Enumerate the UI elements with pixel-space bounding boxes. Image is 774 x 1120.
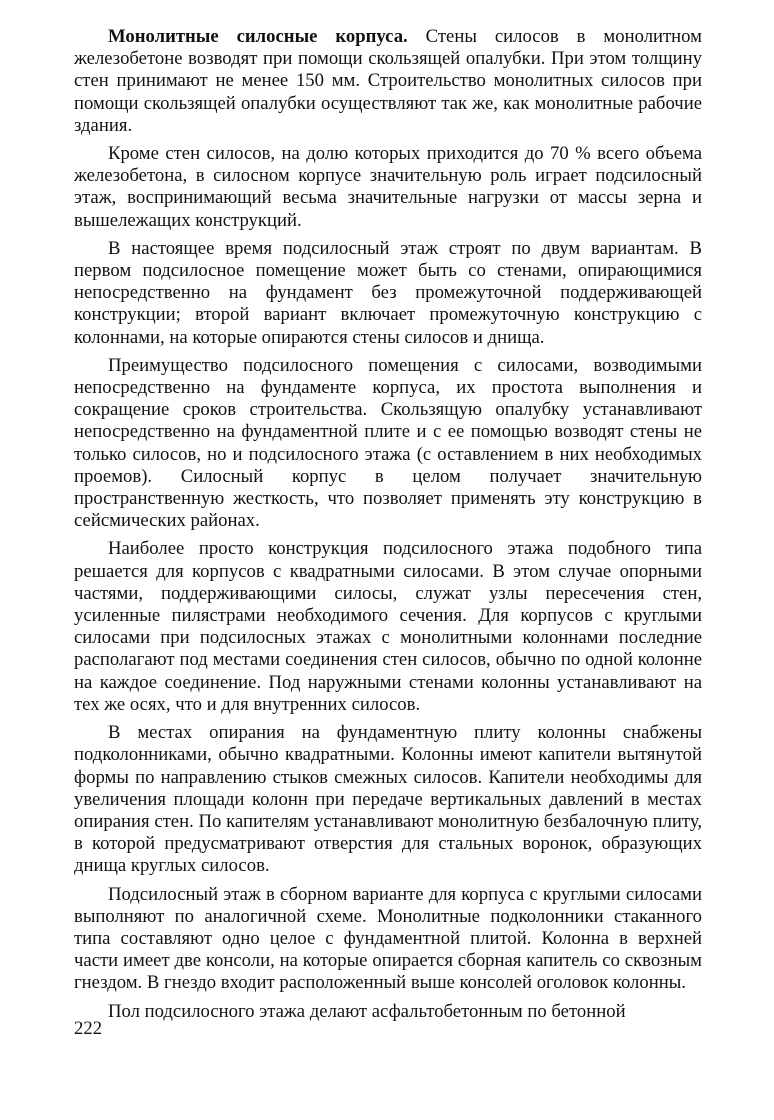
paragraph-1	[74, 26, 702, 137]
paragraph-3: В настоящее время подсилосный этаж строят по двум вариантам. В первом подсилосное помещение может быть со стенами, опирающимися непосредственно на фундамент без промежуточной поддерживающей конструкции; второй вариант включает промежуточную конструкцию с колоннами, на которые опираются стены силосов и днища.	[74, 237, 702, 348]
paragraph-7: Подсилосный этаж в сборном варианте для корпуса с круглыми силосами выполняют по аналогичной схеме. Монолитные подколонники стаканного типа составляют одно целое с фундаментной плитой. Колонна в верхней части имеет две консоли, на которые опирается сборная капитель со сквозным гнездом. В гнездо входит расположенный выше консолей оголовок колонны.	[74, 883, 702, 994]
paragraph-5: Наиболее просто конструкция подсилосного этажа подобного типа решается для корпусов с квадратными силосами. В этом случае опорными частями, поддерживающими силосы, служат узлы пересечения стен, усиленные пилястрами необходимого сечения. Для корпусов с круглыми силосами при подсилосных этажах с монолитными колоннами последние располагают под местами соединения стен силосов, обычно по одной колонне на каждое соединение. Под наружными стенами колонны устанавливают на тех же осях, что и для внутренних силосов.	[74, 538, 702, 715]
document-page	[74, 26, 702, 1029]
paragraph-1-text: Стены силосов в монолитном железобетоне возводят при помощи скользящей опалубки. При этом толщину стен принимают не менее 150 мм. Строительство монолитных силосов при помощи скользящей опалубки осуществляют так же, как монолитные рабочие здания.	[74, 26, 702, 136]
page-number: 222	[74, 1018, 103, 1039]
paragraph-6: В местах опирания на фундаментную плиту колонны снабжены подколонниками, обычно квадратными. Колонны имеют капители вытянутой формы по направлению стыков смежных силосов. Капители необходимы для увеличения площади колонн при передаче вертикальных давлений в местах опирания стен. По капителям устанавливают монолитную безбалочную плиту, в которой предусматривают отверстия для стальных воронок, образующих днища круглых силосов.	[74, 722, 702, 877]
paragraph-2: Кроме стен силосов, на долю которых приходится до 70 % всего объема железобетона, в силосном корпусе значительную роль играет подсилосный этаж, воспринимающий весьма значительные нагрузки от массы зерна и вышележащих конструкций.	[74, 143, 702, 231]
paragraph-1-heading: Монолитные силосные корпуса.	[108, 26, 408, 47]
paragraph-8: Пол подсилосного этажа делают асфальтобетонным по бетонной	[108, 1000, 626, 1022]
paragraph-4: Преимущество подсилосного помещения с силосами, возводимыми непосредственно на фундаменте корпуса, их простота выполнения и сокращение сроков строительства. Скользящую опалубку устанавливают непосредственно на фундаментной плите и с ее помощью возводят стены не только силосов, но и подсилосного этажа (с оставлением в них необходимых проемов). Силосный корпус в целом получает значительную пространственную жесткость, что позволяет применять эту конструкцию в сейсмических районах.	[74, 354, 702, 532]
